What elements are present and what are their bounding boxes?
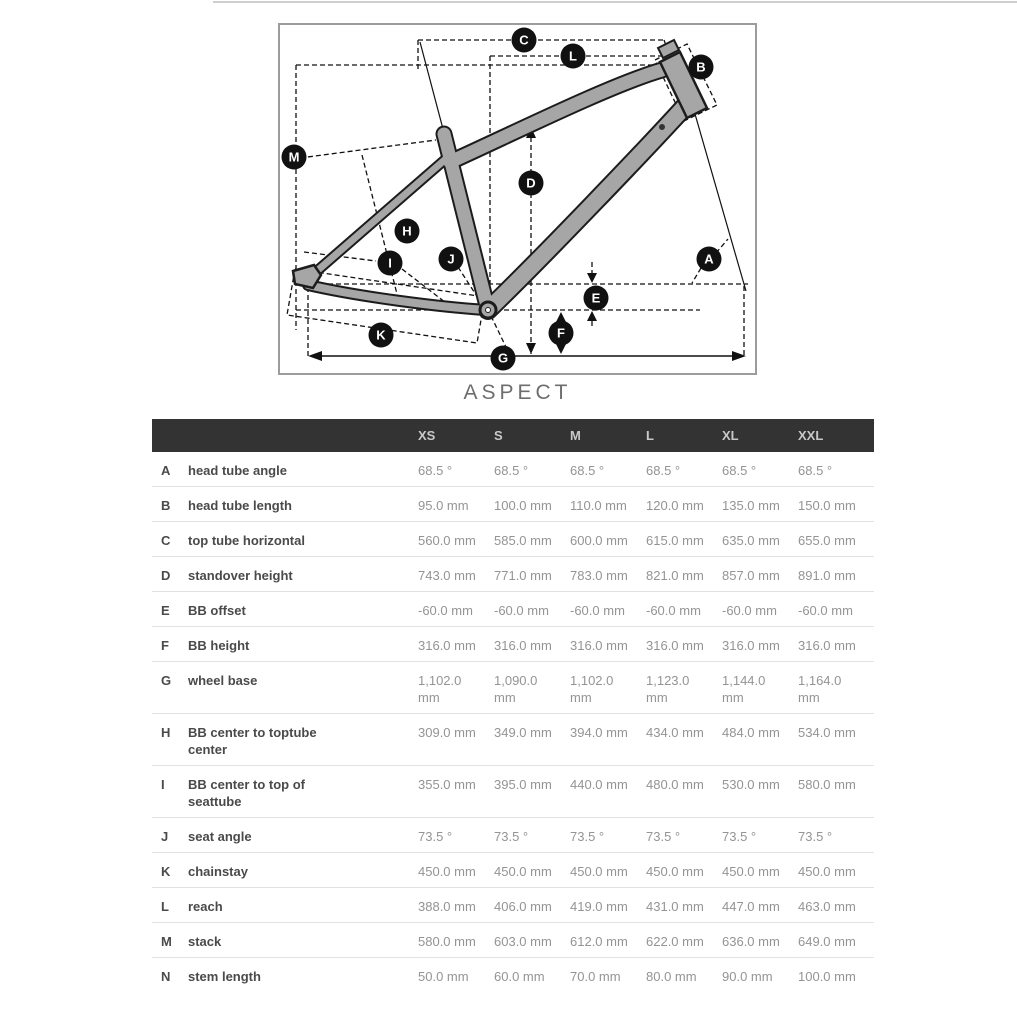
geometry-row xyxy=(152,592,874,627)
dimension-letter: A xyxy=(152,452,188,487)
size-column-header: L xyxy=(646,419,722,452)
size-column-header: S xyxy=(494,419,570,452)
dimension-value: 135.0 mm xyxy=(722,487,798,522)
dimension-value: 395.0 mm xyxy=(494,766,570,818)
badge-letter: J xyxy=(447,251,455,267)
badge-letter: B xyxy=(696,59,706,75)
dimension-value: 480.0 mm xyxy=(646,766,722,818)
dimension-value: 636.0 mm xyxy=(722,923,798,958)
dimension-value: 635.0 mm xyxy=(722,522,798,557)
dimension-value: 560.0 mm xyxy=(418,522,494,557)
dimension-value: 1,164.0 mm xyxy=(798,662,874,714)
dimension-value: 73.5 ° xyxy=(646,818,722,853)
dimension-value: 355.0 mm xyxy=(418,766,494,818)
dimension-letter: N xyxy=(161,969,171,984)
dimension-value: 891.0 mm xyxy=(798,557,874,592)
badge-letter: M xyxy=(288,149,300,165)
dimension-letter: B xyxy=(152,487,188,522)
dimension-value: 655.0 mm xyxy=(798,522,874,557)
dimension-value: 68.5 ° xyxy=(418,452,494,487)
dimension-value: 70.0 mm xyxy=(570,969,621,984)
dimension-value: 434.0 mm xyxy=(646,714,722,766)
dimension-value: 316.0 mm xyxy=(418,627,494,662)
geometry-row xyxy=(152,818,874,853)
badge-letter: F xyxy=(557,325,565,341)
bike-frame xyxy=(308,70,688,310)
dimension-value: 585.0 mm xyxy=(494,522,570,557)
dimension-letter: F xyxy=(152,627,188,662)
geometry-row xyxy=(152,557,874,592)
dimension-label: BB height xyxy=(188,627,418,662)
dimension-label: BB offset xyxy=(188,592,418,627)
dimension-value: 615.0 mm xyxy=(646,522,722,557)
dimension-value: 431.0 mm xyxy=(646,888,722,923)
dimension-value: 622.0 mm xyxy=(646,923,722,958)
badge-letter: I xyxy=(388,255,392,271)
dimension-value: 450.0 mm xyxy=(418,853,494,888)
size-column-header: XL xyxy=(722,419,798,452)
dimension-value: 450.0 mm xyxy=(494,853,570,888)
dimension-value: 316.0 mm xyxy=(722,627,798,662)
dimension-value: 316.0 mm xyxy=(798,627,874,662)
dimension-value: -60.0 mm xyxy=(798,592,874,627)
dimension-value: 316.0 mm xyxy=(646,627,722,662)
dimension-value: 1,102.0 mm xyxy=(570,662,646,714)
dimension-value: 450.0 mm xyxy=(798,853,874,888)
dimension-value: 68.5 ° xyxy=(570,452,646,487)
size-column-header: XS xyxy=(418,419,494,452)
geometry-row xyxy=(152,522,874,557)
dimension-value: 73.5 ° xyxy=(722,818,798,853)
dimension-value: 440.0 mm xyxy=(570,766,646,818)
badge-letter: A xyxy=(704,251,714,267)
dimension-value: 1,090.0 mm xyxy=(494,662,570,714)
dimension-label: seat angle xyxy=(188,818,418,853)
dimension-value: 120.0 mm xyxy=(646,487,722,522)
geometry-row xyxy=(152,766,874,818)
dimension-label: standover height xyxy=(188,557,418,592)
dimension-value: 388.0 mm xyxy=(418,888,494,923)
geometry-row xyxy=(152,958,874,993)
dimension-value: 1,123.0 mm xyxy=(646,662,722,714)
dimension-value: 100.0 mm xyxy=(494,487,570,522)
dimension-value: 309.0 mm xyxy=(418,714,494,766)
geometry-row xyxy=(152,923,874,958)
geometry-row xyxy=(152,853,874,888)
geometry-table xyxy=(152,419,874,992)
geometry-row xyxy=(152,627,874,662)
dimension-value: 68.5 ° xyxy=(722,452,798,487)
dimension-value: 60.0 mm xyxy=(494,969,545,984)
dimension-value: 150.0 mm xyxy=(798,487,874,522)
dimension-value: 68.5 ° xyxy=(798,452,874,487)
wheelbase-arrow xyxy=(308,351,746,361)
badge-letter: K xyxy=(376,327,386,343)
dimension-letter: I xyxy=(152,766,188,818)
dimension-value: 419.0 mm xyxy=(570,888,646,923)
dimension-letter: L xyxy=(152,888,188,923)
dimension-label: stack xyxy=(188,923,418,958)
dimension-value: 463.0 mm xyxy=(798,888,874,923)
bike-geometry-diagram xyxy=(280,25,755,373)
size-column-header: M xyxy=(570,419,646,452)
dimension-value: 743.0 mm xyxy=(418,557,494,592)
dimension-value: 857.0 mm xyxy=(722,557,798,592)
dimension-value: 530.0 mm xyxy=(722,766,798,818)
geometry-row xyxy=(152,662,874,714)
dimension-value: 821.0 mm xyxy=(646,557,722,592)
dimension-value: 95.0 mm xyxy=(418,487,494,522)
badge-letter: D xyxy=(526,175,536,191)
geometry-row xyxy=(152,487,874,522)
dimension-label: stem length xyxy=(188,969,261,984)
dimension-label: reach xyxy=(188,888,418,923)
dimension-value: 80.0 mm xyxy=(646,969,697,984)
dimension-value: 394.0 mm xyxy=(570,714,646,766)
dimension-value: 73.5 ° xyxy=(798,818,874,853)
dimension-value: 450.0 mm xyxy=(570,853,646,888)
dimension-value: 600.0 mm xyxy=(570,522,646,557)
dimension-label: head tube length xyxy=(188,487,418,522)
dimension-value: 90.0 mm xyxy=(722,969,773,984)
dimension-label: BB center to toptube center xyxy=(188,714,418,766)
dimension-value: 649.0 mm xyxy=(798,923,874,958)
dimension-value: 316.0 mm xyxy=(494,627,570,662)
dimension-label: chainstay xyxy=(188,853,418,888)
dimension-value: 73.5 ° xyxy=(494,818,570,853)
downtube-boss xyxy=(659,124,665,130)
dimension-value: 349.0 mm xyxy=(494,714,570,766)
dimension-value: 771.0 mm xyxy=(494,557,570,592)
dimension-letter: E xyxy=(152,592,188,627)
header-spacer xyxy=(188,419,418,452)
dimension-value: 783.0 mm xyxy=(570,557,646,592)
dimension-value: 580.0 mm xyxy=(798,766,874,818)
badge-letter: H xyxy=(402,223,412,239)
dimension-value: 534.0 mm xyxy=(798,714,874,766)
dimension-value: 50.0 mm xyxy=(418,969,469,984)
dimension-value: 580.0 mm xyxy=(418,923,494,958)
dimension-value: 316.0 mm xyxy=(570,627,646,662)
dimension-value: 450.0 mm xyxy=(722,853,798,888)
dimension-value: -60.0 mm xyxy=(494,592,570,627)
geometry-diagram-box xyxy=(278,23,757,375)
dimension-label: top tube horizontal xyxy=(188,522,418,557)
dimension-value: 100.0 mm xyxy=(798,969,856,984)
dimension-letter: D xyxy=(152,557,188,592)
geometry-row xyxy=(152,714,874,766)
dimension-value: 406.0 mm xyxy=(494,888,570,923)
dimension-value: 450.0 mm xyxy=(646,853,722,888)
dimension-value: 73.5 ° xyxy=(418,818,494,853)
badge-letter: G xyxy=(497,350,509,366)
dimension-value: 110.0 mm xyxy=(570,487,646,522)
badge-letter: C xyxy=(519,32,529,48)
dimension-value: 484.0 mm xyxy=(722,714,798,766)
geometry-row xyxy=(152,452,874,487)
size-column-header: XXL xyxy=(798,419,874,452)
dimension-letter: H xyxy=(152,714,188,766)
dimension-label: head tube angle xyxy=(188,452,418,487)
dimension-value: -60.0 mm xyxy=(646,592,722,627)
dimension-letter: J xyxy=(152,818,188,853)
dimension-value: -60.0 mm xyxy=(722,592,798,627)
top-divider xyxy=(213,1,1017,3)
dimension-label: wheel base xyxy=(188,662,418,714)
badge-letter: E xyxy=(591,290,601,306)
dimension-value: 68.5 ° xyxy=(646,452,722,487)
size-header-row xyxy=(152,419,874,452)
dimension-value: 68.5 ° xyxy=(494,452,570,487)
dimension-value: 603.0 mm xyxy=(494,923,570,958)
header-spacer xyxy=(152,419,188,452)
dimension-value: -60.0 mm xyxy=(418,592,494,627)
dimension-letter: C xyxy=(152,522,188,557)
dimension-letter: M xyxy=(152,923,188,958)
badge-letter: L xyxy=(569,48,577,64)
dimension-value: 447.0 mm xyxy=(722,888,798,923)
dimension-value: 1,102.0 mm xyxy=(418,662,494,714)
geometry-row xyxy=(152,888,874,923)
dimension-value: -60.0 mm xyxy=(570,592,646,627)
dimension-letter: G xyxy=(152,662,188,714)
dimension-value: 1,144.0 mm xyxy=(722,662,798,714)
dimension-label: BB center to top of seattube xyxy=(188,766,418,818)
model-title: ASPECT xyxy=(463,381,572,404)
dimension-value: 612.0 mm xyxy=(570,923,646,958)
dimension-letter: K xyxy=(152,853,188,888)
bottom-bracket-center xyxy=(486,308,491,313)
dimension-value: 73.5 ° xyxy=(570,818,646,853)
